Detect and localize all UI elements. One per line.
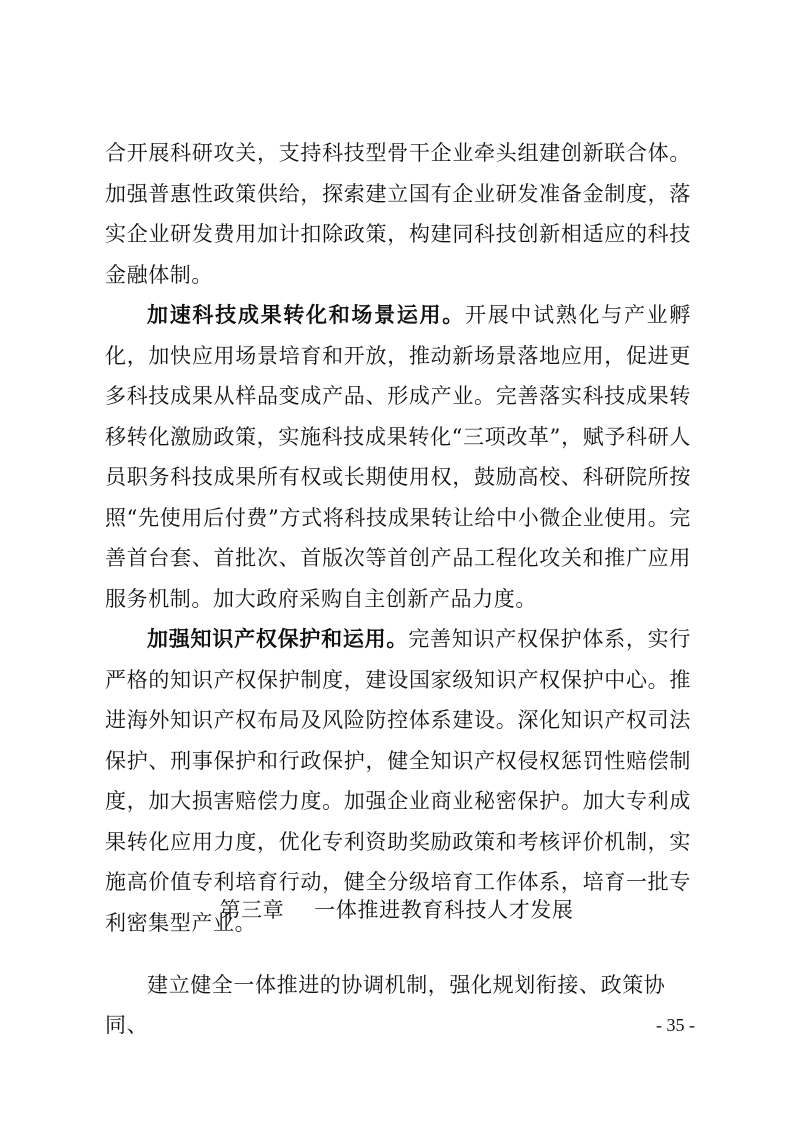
paragraph-continuation [105,133,691,295]
paragraph-text: 合开展科研攻关，支持科技型骨干企业牵头组建创新联合体。加强普惠性政策供给，探索建立国有企业研发准备金制度，落实企业研发费用加计扣除政策，构建同科技创新相适应的科技金融体制。 [105,141,691,287]
chapter-number: 第三章 [219,898,285,922]
chapter-title [0,895,793,925]
body-text [105,133,691,943]
paragraph-heading: 加速科技成果转化和场景运用。 [147,302,465,327]
paragraph-text: 完善知识产权保护体系，实行严格的知识产权保护制度，建设国家级知识产权保护中心。推进海外知识产权布局及风险防控体系建设。深化知识产权司法保护、刑事保护和行政保护，健全知识产权侵权惩罚性赔偿制度，加大损害赔偿力度。加强企业商业秘密保护。加大专利成果转化应用力度，优化专利资助奖励政策和考核评价机制，实施高价值专利培育行动，健全分级培育工作体系，培育一批专利密集型产业。 [105,627,691,935]
paragraph-text: 开展中试熟化与产业孵化，加快应用场景培育和开放，推动新场景落地应用，促进更多科技成果从样品变成产品、形成产业。完善落实科技成果转移转化激励政策，实施科技成果转化“三项改革”，赋予科研人员职务科技成果所有权或长期使用权，鼓励高校、科研院所按照“先使用后付费”方式将科技成果转让给中小微企业使用。完善首台套、首批次、首版次等首创产品工程化攻关和推广应用服务机制。加大政府采购自主创新产品力度。 [105,303,691,611]
page-number: - 35 - [656,1015,695,1035]
chapter-intro-paragraph: 建立健全一体推进的协调机制，强化规划衔接、政策协同、 [105,973,666,1037]
paragraph-tech-transfer [105,295,691,619]
chapter-name: 一体推进教育科技人才发展 [314,898,574,922]
paragraph-heading: 加强知识产权保护和运用。 [147,626,409,651]
